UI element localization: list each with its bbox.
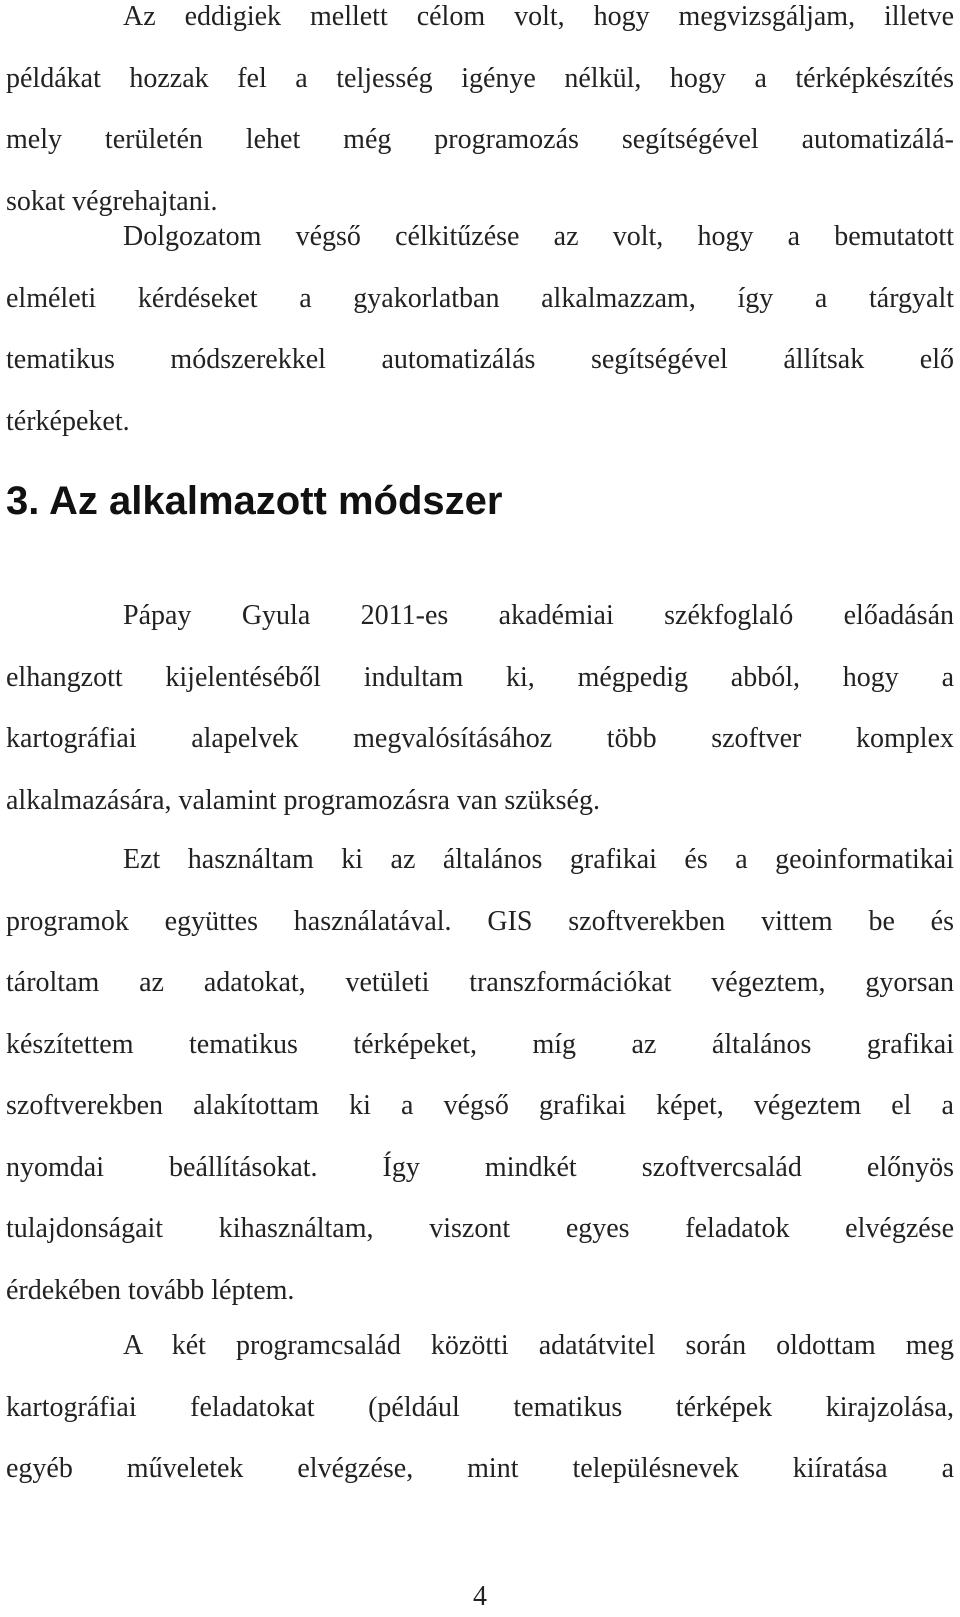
text-line: egyéb műveletek elvégzése, mint településnevek kiíratása a xyxy=(6,1453,954,1484)
text-line: alkalmazására, valamint programozásra van szükség. xyxy=(6,784,600,816)
text-line: példákat hozzak fel a teljesség igénye nélkül, hogy a térképkészítés xyxy=(6,62,954,94)
text-line: elméleti kérdéseket a gyakorlatban alkalmazzam, így a tárgyalt xyxy=(6,282,954,314)
text-line: tematikus módszerekkel automatizálás segítségével állítsak elő xyxy=(6,344,954,375)
text-line: érdekében tovább léptem. xyxy=(6,1274,295,1306)
text-line: mely területén lehet még programozás segítségével automatizálá- xyxy=(6,124,954,155)
text-line: nyomdai beállításokat. Így mindkét szoftvercsalád előnyös xyxy=(6,1151,954,1183)
text-line: A két programcsalád közötti adatátvitel során oldottam meg xyxy=(123,1330,954,1361)
section-heading: 3. Az alkalmazott módszer xyxy=(6,479,503,523)
paragraph-method-origin xyxy=(6,585,954,831)
paragraph-software-usage xyxy=(6,829,954,1321)
text-line: készítettem tematikus térképeket, míg az általános grafikai xyxy=(6,1028,954,1060)
text-line: kartográfiai feladatokat (például tematikus térképek kirajzolása, xyxy=(6,1391,954,1423)
text-line: Pápay Gyula 2011-es akadémiai székfoglaló előadásán xyxy=(123,600,954,631)
text-line: Az eddigiek mellett célom volt, hogy megvizsgáljam, illetve xyxy=(123,1,954,32)
text-line: szoftverekben alakítottam ki a végső grafikai képet, végeztem el a xyxy=(6,1090,954,1121)
text-line: kartográfiai alapelvek megvalósításához több szoftver komplex xyxy=(6,723,954,754)
text-line: tároltam az adatokat, vetületi transzformációkat végeztem, gyorsan xyxy=(6,967,954,998)
text-line: térképeket. xyxy=(6,405,130,437)
text-line: sokat végrehajtani. xyxy=(6,185,218,217)
text-line: programok együttes használatával. GIS szoftverekben vittem be és xyxy=(6,905,954,937)
text-line: tulajdonságait kihasználtam, viszont egyes feladatok elvégzése xyxy=(6,1213,954,1244)
paragraph-final-goal xyxy=(6,206,954,452)
page-number: 4 xyxy=(473,1581,487,1612)
text-line: Ezt használtam ki az általános grafikai és a geoinformatikai xyxy=(123,844,954,875)
text-line: Dolgozatom végső célkitűzése az volt, hogy a bemutatott xyxy=(123,221,954,252)
text-line: elhangzott kijelentéséből indultam ki, mégpedig abból, hogy a xyxy=(6,661,954,693)
paragraph-intro-goals xyxy=(6,0,954,232)
paragraph-data-transfer xyxy=(6,1315,954,1500)
